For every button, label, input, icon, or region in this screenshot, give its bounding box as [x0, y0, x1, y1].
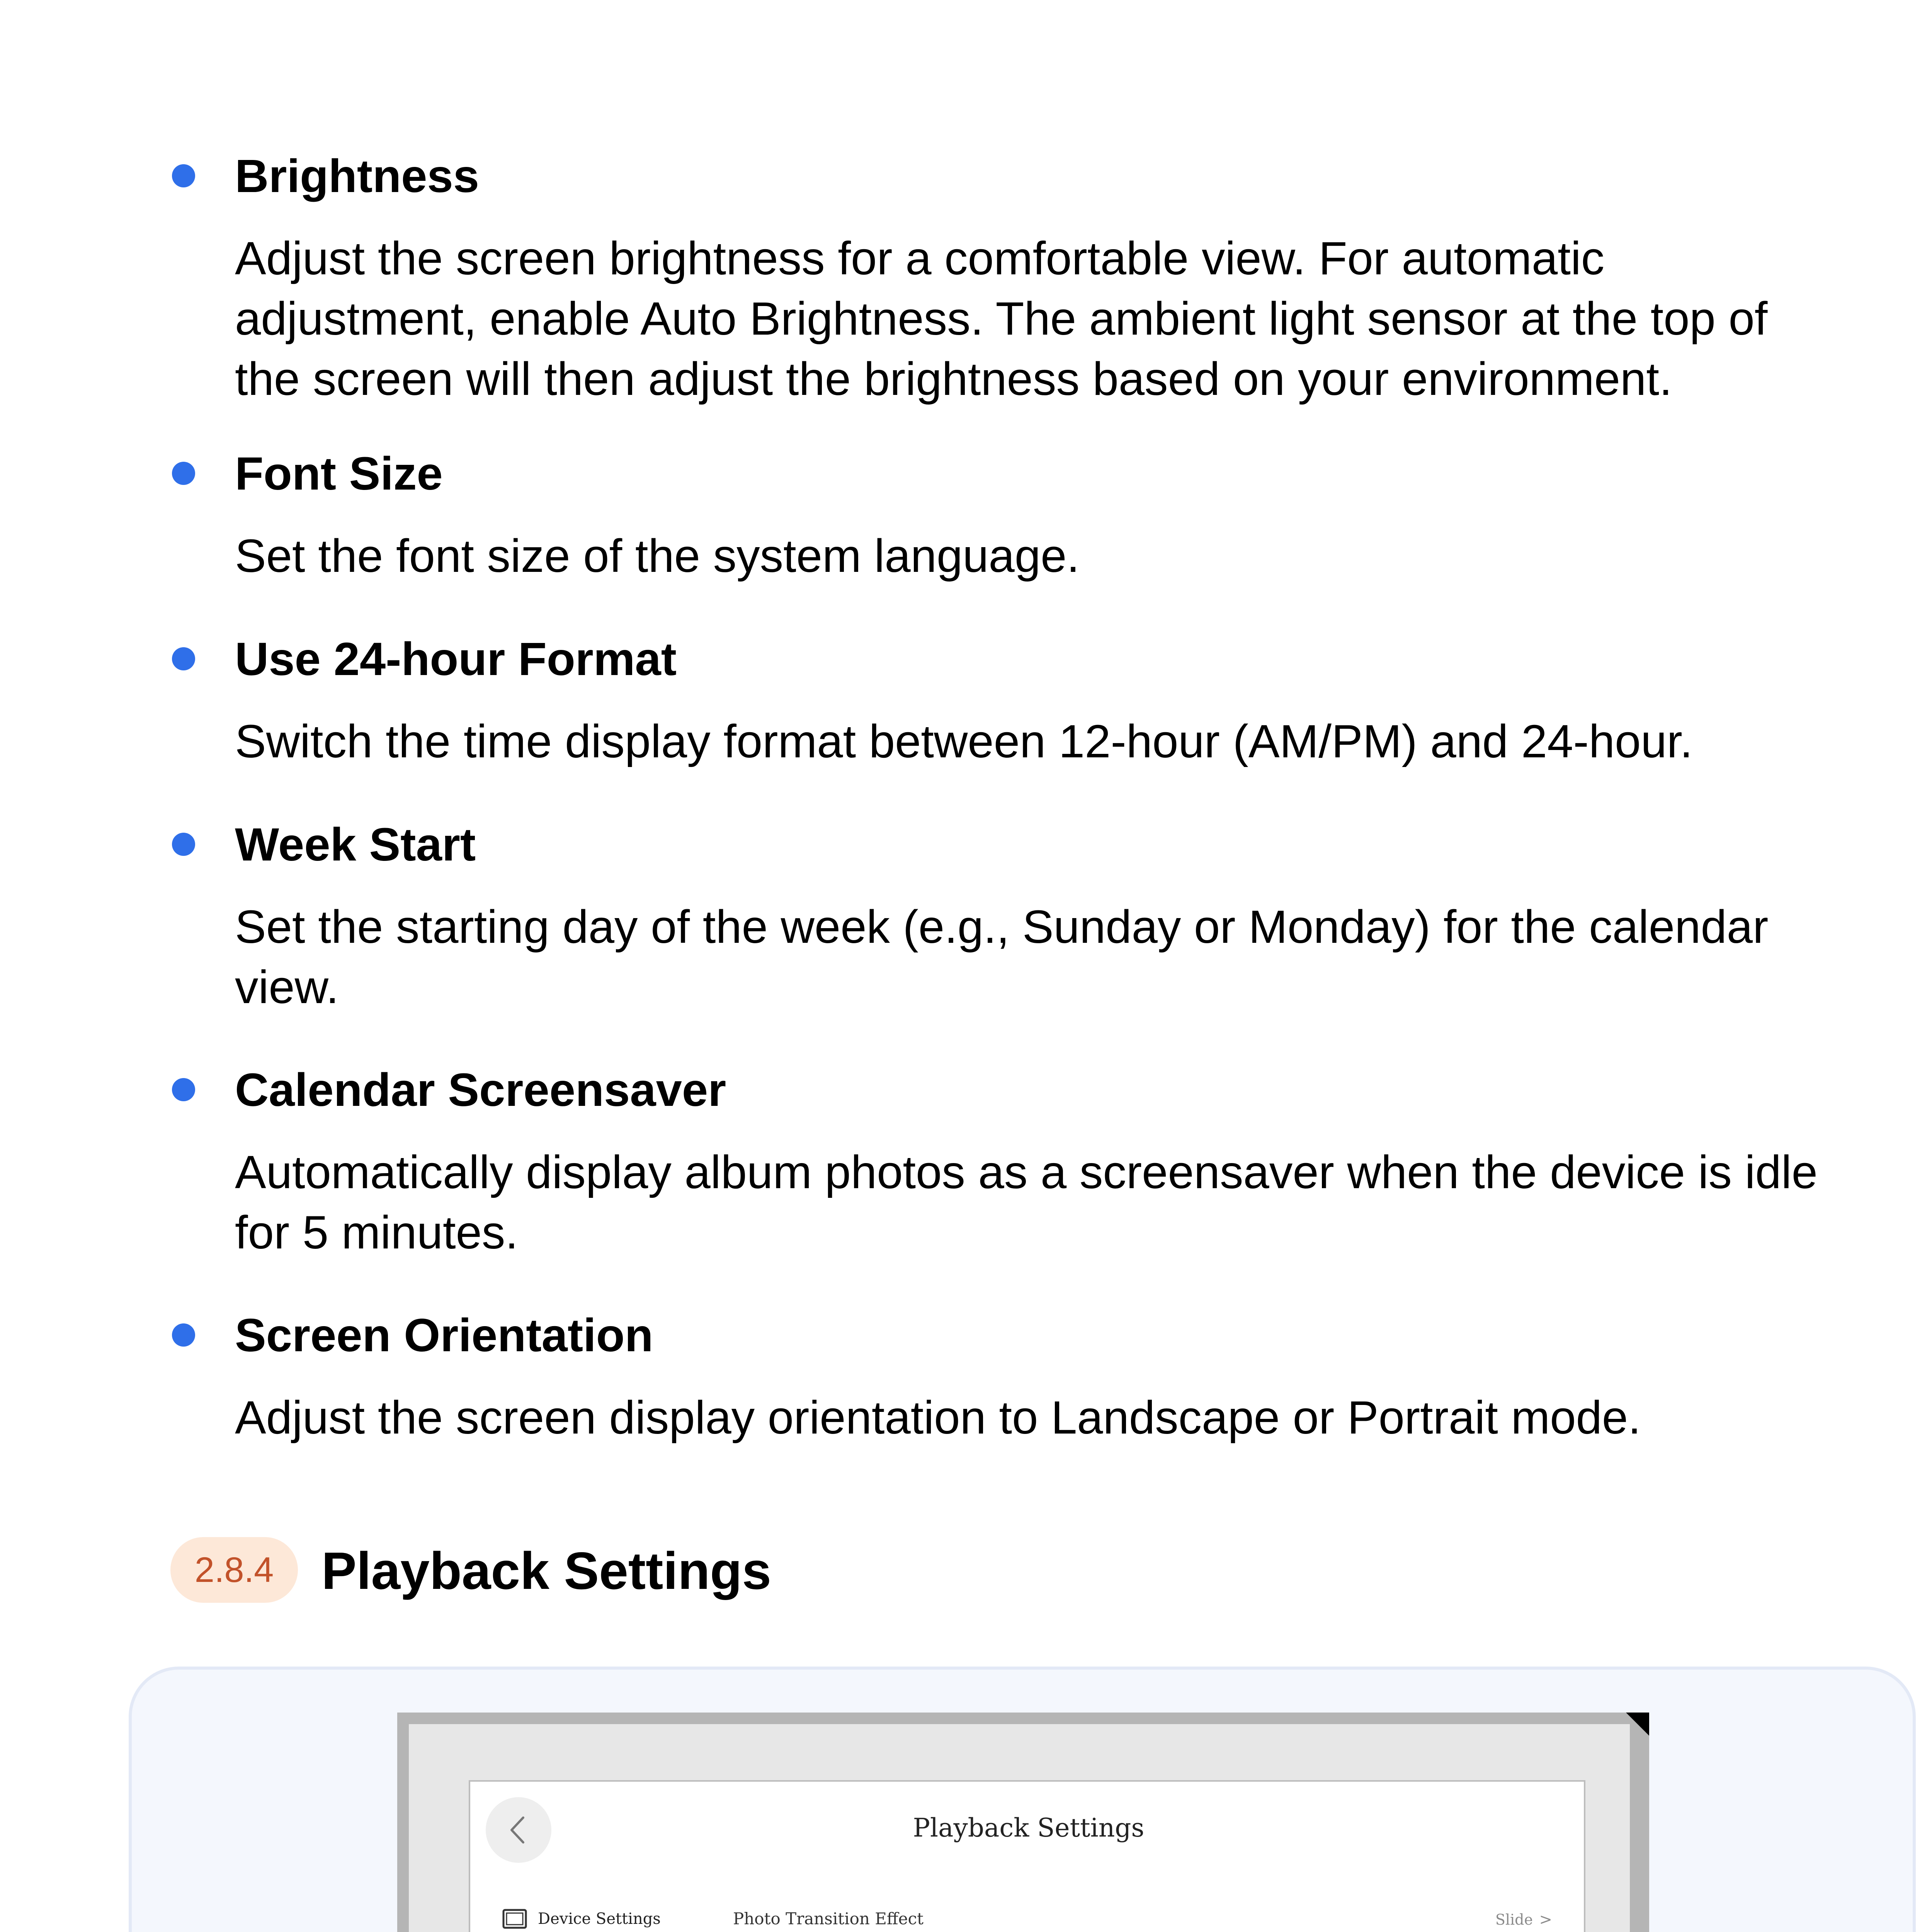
bullet-dot	[172, 833, 195, 856]
bullet-title: Screen Orientation	[235, 1309, 653, 1361]
screen-title: Playback Settings	[913, 1813, 1145, 1843]
device-screenshot	[397, 1713, 1649, 1932]
sidebar-item-device-settings[interactable]	[480, 1880, 719, 1932]
bullet-desc: Switch the time display format between 12-hour (AM/PM) and 24-hour.	[235, 715, 1693, 767]
bullet-title: Use 24-hour Format	[235, 633, 677, 685]
settings-screen	[469, 1780, 1585, 1932]
bullet-title: Calendar Screensaver	[235, 1063, 726, 1116]
bullet-dot	[172, 1078, 195, 1101]
setting-photo-transition-effect[interactable]	[733, 1892, 1564, 1932]
section-number-badge: 2.8.4	[170, 1537, 298, 1603]
chevron-right-icon: >	[1539, 1911, 1552, 1929]
monitor-icon	[501, 1905, 528, 1932]
setting-label: Photo Transition Effect	[733, 1909, 924, 1928]
bullet-title: Brightness	[235, 150, 480, 202]
setting-value: Slide	[1495, 1911, 1533, 1928]
bullet-desc: Set the starting day of the week (e.g., Sunday or Monday) for the calendar view.	[235, 900, 1769, 1013]
bullet-desc: Adjust the screen brightness for a comfortable view. For automatic adjustment, enable Auto Brightness. The ambient light sensor at the top of the screen will then adjust the brightness based on your environment.	[235, 232, 1768, 405]
bullet-dot	[172, 462, 195, 485]
bullet-dot	[172, 647, 195, 670]
bullet-desc: Set the font size of the system language.	[235, 529, 1080, 582]
bullet-title: Font Size	[235, 447, 443, 500]
bullet-dot	[172, 164, 195, 187]
bullet-desc: Adjust the screen display orientation to Landscape or Portrait mode.	[235, 1391, 1641, 1444]
bullet-desc: Automatically display album photos as a screensaver when the device is idle for 5 minutes.	[235, 1146, 1818, 1259]
section-title: Playback Settings	[321, 1541, 772, 1600]
device-frame	[409, 1724, 1630, 1932]
sidebar-item-label: Device Settings	[538, 1910, 661, 1928]
bullet-title: Week Start	[235, 818, 476, 871]
bullet-dot	[172, 1323, 195, 1347]
